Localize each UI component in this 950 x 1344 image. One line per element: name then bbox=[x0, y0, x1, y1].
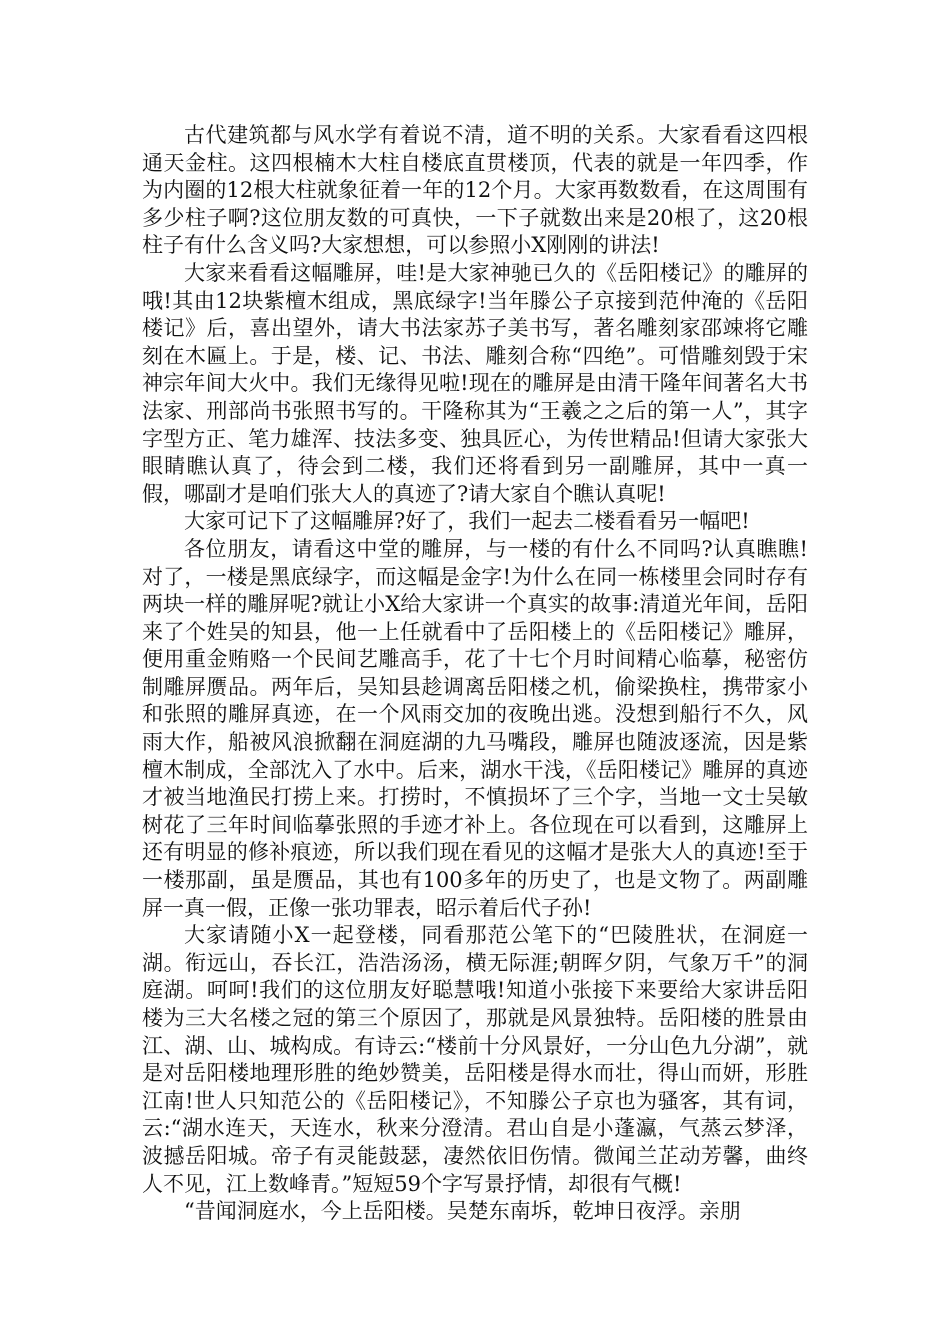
paragraph-go-upstairs: 大家可记下了这幅雕屏?好了，我们一起去二楼看看另一幅吧! bbox=[184, 509, 750, 534]
paragraph-poem: “昔闻洞庭水，今上岳阳楼。吴楚东南坼，乾坤日夜浮。亲朋 bbox=[184, 1199, 741, 1224]
paragraph-screen-first-floor: 大家来看看这幅雕屏，哇!是大家神驰已久的《岳阳楼记》的雕屏的哦!其由12块紫檀木组成，黑底绿字!当年滕公子京接到范仲淹的《岳阳楼记》后，喜出望外，请大书法家苏子美书写，著名雕刻家邵竦将它雕刻在木匾上。于是，楼、记、书法、雕刻合称“四绝”。可惜雕刻毁于宋神宗年间大火中。我们无缘得见啦!现在的雕屏是由清干隆年间著名大书法家、刑部尚书张照书写的。干隆称其为“王羲之之后的第一人”，其字字型方正、笔力雄浑、技法多变、独具匠心，为传世精品!但请大家张大眼睛瞧认真了，待会到二楼，我们还将看到另一副雕屏，其中一真一假，哪副才是咱们张大人的真迹了?请大家自个瞧认真呢! bbox=[142, 260, 808, 506]
paragraph-scenery: 大家请随小X一起登楼，同看那范公笔下的“巴陵胜状，在洞庭一湖。衔远山，吞长江，浩浩汤汤，横无际涯;朝晖夕阴，气象万千”的洞庭湖。呵呵!我们的这位朋友好聪慧哦!知道小张接下来要给大家讲岳阳楼为三大名楼之冠的第三个原因了，那就是风景独特。岳阳楼的胜景由江、湖、山、城构成。有诗云:“楼前十分风景好，一分山色九分湖”，就是对岳阳楼地理形胜的绝妙赞美，岳阳楼是得水而壮，得山而妍，形胜江南!世人只知范公的《岳阳楼记》，不知滕公子京也为骚客，其有词，云:“湖水连天，天连水，秋来分澄清。君山自是小蓬瀛，气蒸云梦泽，波撼岳阳城。帝子有灵能鼓瑟，凄然依旧伤情。微闻兰芷动芳馨，曲终人不见，江上数峰青。”短短59个字写景抒情，却很有气概! bbox=[142, 923, 808, 1196]
paragraph-screen-story: 各位朋友，请看这中堂的雕屏，与一楼的有什么不同吗?认真瞧瞧!对了，一楼是黑底绿字，而这幅是金字!为什么在同一栋楼里会同时存有两块一样的雕屏呢?就让小X给大家讲一个真实的故事:清道光年间，岳阳来了个姓吴的知县，他一上任就看中了岳阳楼上的《岳阳楼记》雕屏，便用重金贿赂一个民间艺雕高手，花了十七个月时间精心临摹，秘密仿制雕屏赝品。两年后，吴知县趁调离岳阳楼之机，偷梁换柱，携带家小和张照的雕屏真迹，在一个风雨交加的夜晚出逃。没想到船行不久，风雨大作，船被风浪掀翻在洞庭湖的九马嘴段，雕屏也随波逐流，因是紫檀木制成，全部沈入了水中。后来，湖水干浅，《岳阳楼记》雕屏的真迹才被当地渔民打捞上来。打捞时，不慎损坏了三个字，当地一文士吴敏树花了三年时间临摹张照的手迹才补上。各位现在可以看到，这雕屏上还有明显的修补痕迹，所以我们现在看见的这幅才是张大人的真迹!至于一楼那副，虽是赝品，其也有100多年的历史了，也是文物了。两副雕屏一真一假，正像一张功罪表，昭示着后代子孙! bbox=[142, 536, 808, 920]
paragraph-pillars: 古代建筑都与风水学有着说不清，道不明的关系。大家看看这四根通天金柱。这四根楠木大柱自楼底直贯楼顶，代表的就是一年四季，作为内圈的12根大柱就象征着一年的12个月。大家再数数看，在这周围有多少柱子啊?这位朋友数的可真快，一下子就数出来是20根了，这20根柱子有什么含义吗?大家想想，可以参照小X刚刚的讲法! bbox=[142, 123, 808, 258]
document-body bbox=[142, 122, 808, 1226]
